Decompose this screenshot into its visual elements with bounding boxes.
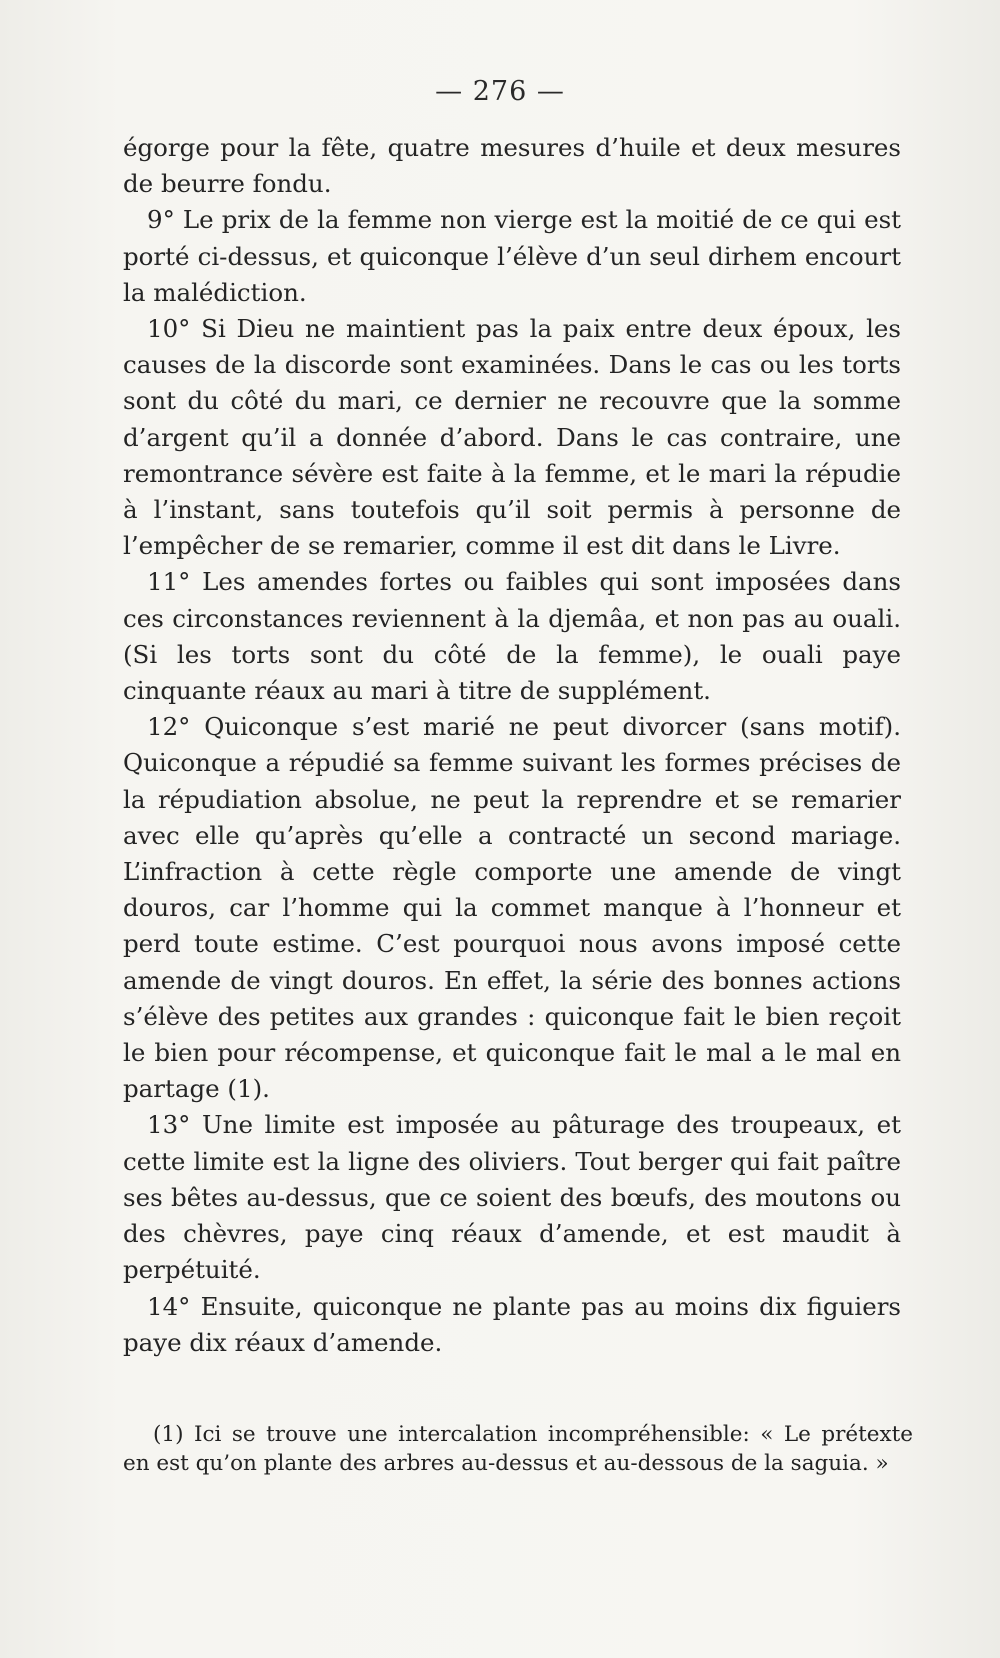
footnote — [123, 1420, 913, 1478]
paragraph-article-14: 14° Ensuite, quiconque ne plante pas au moins dix figuiers paye dix réaux d’amende. — [123, 1291, 901, 1357]
body-text — [123, 130, 901, 1361]
paragraph-article-10: 10° Si Dieu ne maintient pas la paix entre deux époux, les causes de la discorde sont examinées. Dans le cas ou les torts sont du côté du mari, ce dernier ne recouvre que la somme d’argent qu’il a donnée d’abord. Dans le cas contraire, une remontrance sévère est faite à la femme, et le mari la répudie à l’instant, sans toutefois qu’il soit permis à personne de l’empêcher de se remarier, comme il est dit dans le Livre. — [123, 314, 901, 561]
paragraph-article-11: 11° Les amendes fortes ou faibles qui sont imposées dans ces circonstances reviennent à la djemâa, et non pas au ouali. (Si les torts sont du côté de la femme), le ouali paye cinquante réaux au mari à titre de supplément. — [123, 567, 901, 706]
paragraph-article-9: 9° Le prix de la femme non vierge est la moitié de ce qui est porté ci-dessus, et quiconque l’élève d’un seul dirhem encourt la malédiction. — [123, 205, 901, 307]
footnote-text: (1) Ici se trouve une intercalation incompréhensible: « Le prétexte en est qu’on plante des arbres au-dessus et au-dessous de la saguia. » — [123, 1422, 913, 1476]
page-number: — 276 — — [435, 76, 565, 107]
paragraph-continuation: égorge pour la fête, quatre mesures d’huile et deux mesures de beurre fondu. — [123, 133, 901, 199]
paragraph-article-12: 12° Quiconque s’est marié ne peut divorcer (sans motif). Quiconque a répudié sa femme suivant les formes précises de la répudiation absolue, ne peut la reprendre et se remarier avec elle qu’après qu’elle a contracté un second mariage. L’infraction à cette règle comporte une amende de vingt douros, car l’homme qui la commet manque à l’honneur et perd toute estime. C’est pourquoi nous avons imposé cette amende de vingt douros. En effet, la série des bonnes actions s’élève des petites aux grandes : quiconque fait le bien reçoit le bien pour récompense, et quiconque fait le mal a le mal en partage (1). — [123, 712, 901, 1104]
paragraph-article-13: 13° Une limite est imposée au pâturage des troupeaux, et cette limite est la ligne des oliviers. Tout berger qui fait paître ses bêtes au-dessus, que ce soient des bœufs, des moutons ou des chèvres, paye cinq réaux d’amende, et est maudit à perpétuité. — [123, 1110, 901, 1285]
